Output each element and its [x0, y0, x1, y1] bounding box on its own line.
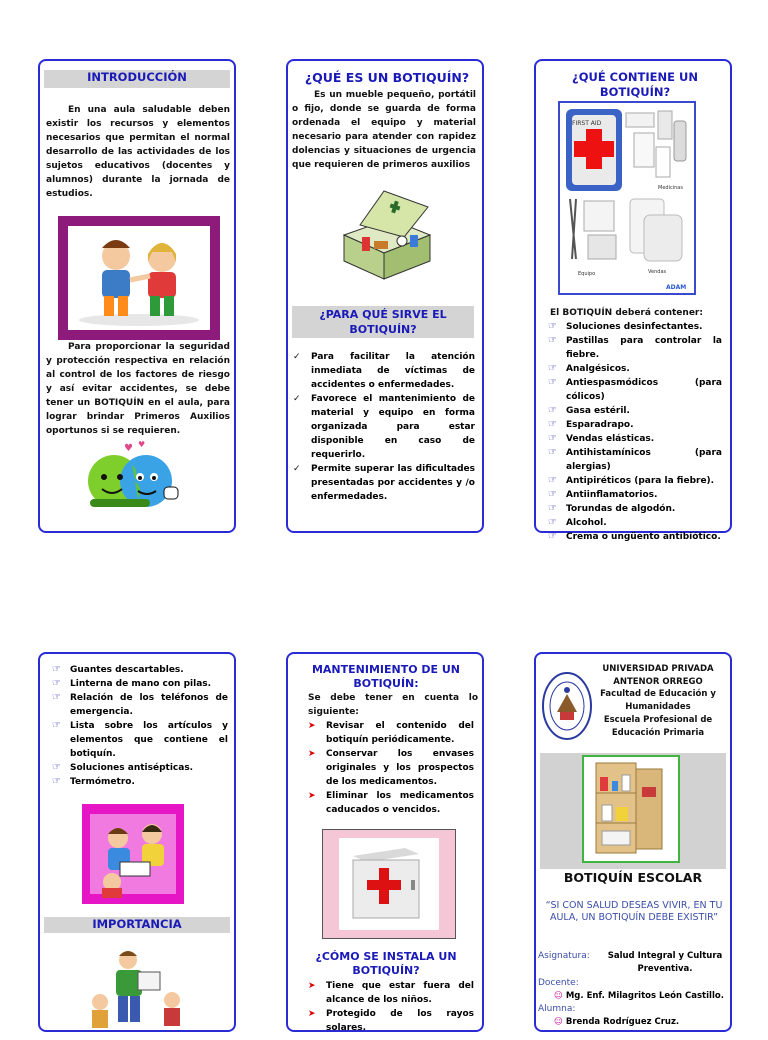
- credits-block: [538, 950, 730, 1029]
- list-item: ☞ Analgésicos.: [548, 363, 630, 374]
- list-item: ➤ Protegido de los rayos solares.: [308, 1009, 474, 1033]
- photo-label: Equipo: [578, 271, 596, 277]
- check-icon: ✓: [293, 464, 301, 474]
- panel-introduccion: [38, 59, 236, 533]
- smiley-icon: ☺: [554, 991, 563, 1001]
- pointing-hand-icon: ☞: [52, 762, 61, 773]
- panel-mantenimiento: [286, 652, 484, 1032]
- arrow-bullet-icon: ➤: [308, 749, 316, 759]
- faculty-name: Facultad de Educación y Humanidades: [600, 689, 716, 712]
- asignatura-label: Asignatura:: [538, 951, 590, 961]
- more-items-list: [52, 663, 228, 789]
- list-item: ☞ Lista sobre los artículos y elementos que contiene el botiquín.: [52, 720, 228, 759]
- cover-title: BOTIQUÍN ESCOLAR: [563, 870, 703, 885]
- pointing-hand-icon: ☞: [52, 678, 61, 689]
- list-item: ☞ Antiinflamatorios.: [548, 489, 658, 500]
- pointing-hand-icon: ☞: [548, 447, 557, 458]
- panel-more-items: [38, 652, 236, 1032]
- contiene-list: [548, 320, 722, 544]
- que-es-text: Es un mueble pequeño, portátil o fijo, donde se guarda de forma ordenada el equipo y material necesario para atender con rapidez dolencias y situaciones de urgencia que requieren de primeros auxilios: [292, 90, 476, 170]
- asignatura-value: Salud Integral y Cultura Preventiva.: [607, 951, 723, 974]
- pointing-hand-icon: ☞: [548, 419, 557, 430]
- photo-label: ADAM: [666, 284, 687, 291]
- list-item: ✓ Permite superar las dificultades presentadas por accidentes y /o enfermedades.: [293, 464, 475, 502]
- list-item: ☞ Torundas de algodón.: [548, 503, 676, 514]
- arrow-bullet-icon: ➤: [308, 791, 316, 801]
- alumna-row: [538, 1016, 730, 1029]
- arrow-bullet-icon: ➤: [308, 1009, 316, 1019]
- list-item: ☞ Soluciones antisépticas.: [52, 762, 194, 773]
- docente-value: Mg. Enf. Milagritos León Castillo.: [565, 991, 724, 1001]
- list-item: ☞ Vendas elásticas.: [548, 433, 655, 444]
- list-item: ☞ Pastillas para controlar la fiebre.: [548, 335, 722, 360]
- pointing-hand-icon: ☞: [548, 321, 557, 332]
- pointing-hand-icon: ☞: [548, 363, 557, 374]
- list-item: ☞ Esparadrapo.: [548, 419, 634, 430]
- intro-paragraph-2: Para proporcionar la seguridad y protección respectiva en relación al control de los factores de riesgo y así evitar accidentes, se debe tener un BOTIQUÍN en el aula, para lograr brindar Primeros Auxilios oportunos si se requieren.: [46, 342, 230, 436]
- svg-text:♥: ♥: [138, 440, 146, 449]
- first-aid-box-illustration: [330, 185, 440, 283]
- list-item: ☞ Antiespasmódicos (para cólicos): [548, 377, 722, 402]
- kids-reading-illustration: [82, 804, 184, 904]
- school-first-aid-cabinet-photo: [540, 753, 726, 869]
- svg-text:♥: ♥: [124, 443, 133, 454]
- list-item: ☞ Crema o ungüento antibiótico.: [548, 531, 721, 542]
- photo-label: Vendas: [648, 269, 667, 275]
- para-que-title: ¿PARA QUÉ SIRVE EL BOTIQUÍN?: [292, 306, 474, 338]
- pointing-hand-icon: ☞: [548, 405, 557, 416]
- list-item: ☞ Antihistamínicos (para alergias): [548, 447, 722, 472]
- smiling-globes-illustration: [80, 441, 190, 513]
- docente-row: [538, 990, 730, 1003]
- children-illustration: [58, 216, 220, 340]
- check-icon: ✓: [293, 394, 301, 404]
- instala-list: [308, 979, 474, 1035]
- photo-label: FIRST AID: [572, 120, 602, 127]
- list-item: ☞ Antipiréticos (para la fiebre).: [548, 475, 715, 486]
- school-name: Escuela Profesional de Educación Primaria: [603, 715, 713, 738]
- para-que-list: [293, 350, 475, 504]
- list-item: ➤ Conservar los envases originales y los prospectos de los medicamentos.: [308, 749, 474, 787]
- intro-title: INTRODUCCIÓN: [44, 70, 230, 88]
- panel-cover: [534, 652, 732, 1032]
- pointing-hand-icon: ☞: [548, 517, 557, 528]
- pointing-hand-icon: ☞: [548, 531, 557, 542]
- pointing-hand-icon: ☞: [548, 335, 557, 346]
- cover-quote: “SI CON SALUD DESEAS VIVIR, EN TU AULA, UN BOTIQUÍN DEBE EXISTIR”: [545, 900, 723, 923]
- panel-que-contiene: [534, 59, 732, 542]
- check-icon: ✓: [293, 352, 301, 362]
- docente-label: Docente:: [538, 978, 579, 988]
- smiley-icon: ☺: [554, 1017, 563, 1027]
- contiene-intro: El BOTIQUÍN deberá contener:: [550, 308, 703, 318]
- list-item: ➤ Tiene que estar fuera del alcance de los niños.: [308, 981, 474, 1005]
- pointing-hand-icon: ☞: [52, 720, 61, 731]
- pointing-hand-icon: ☞: [548, 433, 557, 444]
- list-item: ☞ Gasa estéril.: [548, 405, 630, 416]
- medicine-cabinet-illustration: [322, 829, 456, 939]
- photo-label: Medicinas: [658, 185, 683, 191]
- arrow-bullet-icon: ➤: [308, 981, 316, 991]
- pointing-hand-icon: ☞: [548, 489, 557, 500]
- pointing-hand-icon: ☞: [548, 377, 557, 388]
- panel-que-es: [286, 59, 484, 533]
- people-reading-illustration: [88, 946, 188, 1036]
- university-name: UNIVERSIDAD PRIVADA ANTENOR ORREGO: [602, 664, 714, 687]
- contiene-title: ¿QUÉ CONTIENE UN BOTIQUÍN?: [572, 70, 698, 99]
- pointing-hand-icon: ☞: [52, 664, 61, 675]
- alumna-label: Alumna:: [538, 1004, 576, 1014]
- list-item: ✓ Favorece el mantenimiento de material y equipo en forma organizada para estar disponible en caso de requerirlo.: [293, 394, 475, 460]
- arrow-bullet-icon: ➤: [308, 721, 316, 731]
- list-item: ☞ Soluciones desinfectantes.: [548, 321, 703, 332]
- alumna-value: Brenda Rodríguez Cruz.: [565, 1017, 680, 1027]
- list-item: ☞ Guantes descartables.: [52, 664, 184, 675]
- pointing-hand-icon: ☞: [52, 692, 61, 703]
- mantenimiento-list: [308, 719, 474, 817]
- list-item: ➤ Revisar el contenido del botiquín periódicamente.: [308, 721, 474, 745]
- list-item: ☞ Alcohol.: [548, 517, 607, 528]
- mantenimiento-intro: Se debe tener en cuenta lo siguiente:: [308, 693, 478, 717]
- list-item: ☞ Linterna de mano con pilas.: [52, 678, 212, 689]
- list-item: ✓ Para facilitar la atención inmediata de víctimas de accidentes o enfermedades.: [293, 352, 475, 390]
- instala-title: ¿CÓMO SE INSTALA UN BOTIQUÍN?: [315, 950, 457, 977]
- pointing-hand-icon: ☞: [548, 475, 557, 486]
- intro-paragraph-1: En una aula saludable deben existir los recursos y elementos necesarios que permitan el normal desarrollo de las actividades de los sujetos educativos (docentes y alumnos) durante la jornada de estudios.: [46, 105, 230, 199]
- university-seal: [542, 672, 592, 740]
- first-aid-kit-photo: [558, 101, 696, 295]
- que-es-title: ¿QUÉ ES UN BOTIQUÍN?: [304, 70, 470, 85]
- pointing-hand-icon: ☞: [52, 776, 61, 787]
- importancia-title: IMPORTANCIA: [44, 917, 230, 933]
- mantenimiento-title: MANTENIMIENTO DE UN BOTIQUÍN:: [311, 663, 461, 690]
- list-item: ☞ Relación de los teléfonos de emergencia.: [52, 692, 228, 717]
- list-item: ➤ Eliminar los medicamentos caducados o vencidos.: [308, 791, 474, 815]
- pointing-hand-icon: ☞: [548, 503, 557, 514]
- list-item: ☞ Termómetro.: [52, 776, 135, 787]
